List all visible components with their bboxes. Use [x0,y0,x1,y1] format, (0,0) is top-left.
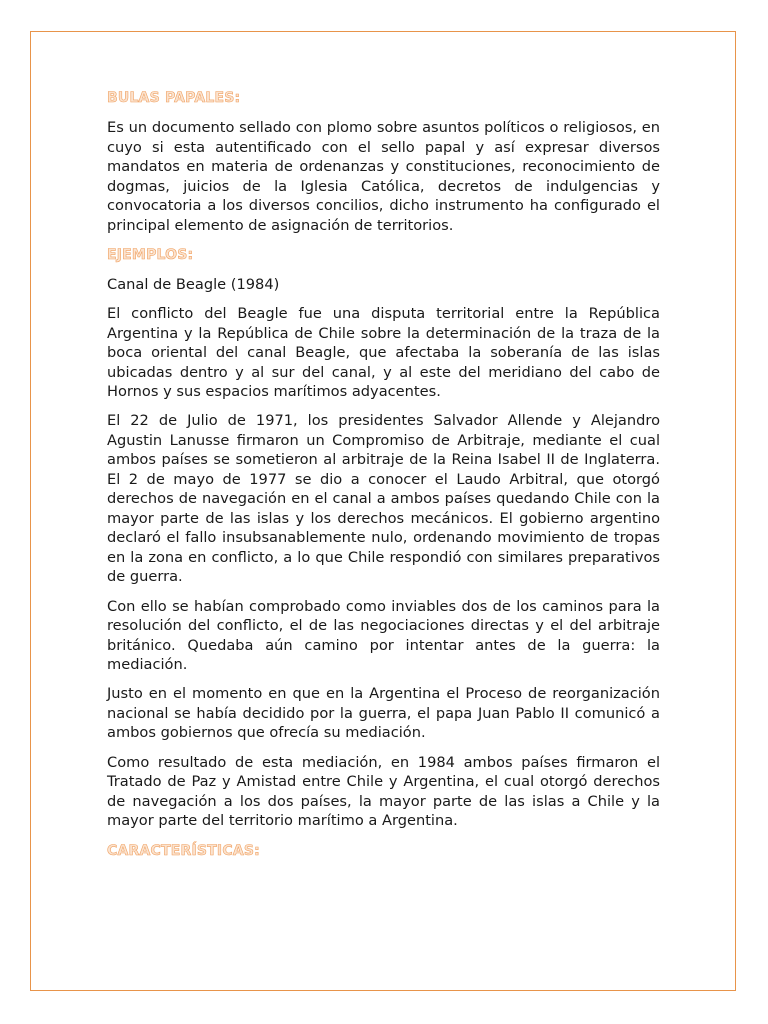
section-heading-bulas-papales: BULAS PAPALES: [107,90,241,106]
paragraph-papal-mediation: Justo en el momento en que en la Argentina el Proceso de reorganización nacional se había decidido por la guerra, el papa Juan Pablo II comunicó a ambos gobiernos que ofrecía su mediación. [107,685,660,742]
section-heading-ejemplos: EJEMPLOS: [107,246,194,263]
paragraph-beagle-conflict: El conflicto del Beagle fue una disputa territorial entre la República Argentina y la República de Chile sobre la determinación de la traza de la boca oriental del canal Beagle, que afectaba la soberanía de las islas ubicadas dentro y al sur del canal, y al este del meridiano del cabo de Hornos y sus espacios marítimos adyacentes. [107,305,660,401]
paragraph-example-title: Canal de Beagle (1984) [107,275,280,293]
section-heading-caracteristicas: CARACTERÍSTICAS: [107,842,260,859]
paragraph-inviable-paths: Con ello se habían comprobado como inviables dos de los caminos para la resolución del conflicto, el de las negociaciones directas y el del arbitraje británico. Quedaba aún camino por intentar antes de la guerra: la mediación. [107,597,660,674]
document-body [107,88,660,871]
paragraph-arbitration-1971: El 22 de Julio de 1971, los presidentes Salvador Allende y Alejandro Agustin Lanusse firmaron un Compromiso de Arbitraje, mediante el cual ambos países se sometieron al arbitraje de la Reina Isabel II de Inglaterra. El 2 de mayo de 1977 se dio a conocer el Laudo Arbitral, que otorgó derechos de navegación en el canal a ambos países quedando Chile con la mayor parte de las islas y los derechos mecánicos. El gobierno argentino declaró el fallo insubsanablemente nulo, ordenando movimiento de tropas en la zona en conflicto, a lo que Chile respondió con similares preparativos de guerra. [107,412,660,586]
paragraph-treaty-1984: Como resultado de esta mediación, en 1984 ambos países firmaron el Tratado de Paz y Amistad entre Chile y Argentina, el cual otorgó derechos de navegación a los dos países, la mayor parte de las islas a Chile y la mayor parte del territorio marítimo a Argentina. [107,753,660,830]
paragraph-bulas-definition: Es un documento sellado con plomo sobre asuntos políticos o religiosos, en cuyo si esta autentificado con el sello papal y así expresar diversos mandatos en materia de ordenanzas y constituciones, reconocimiento de dogmas, juicios de la Iglesia Católica, decretos de indulgencias y convocatoria a los diversos concilios, dicho instrumento ha configurado el principal elemento de asignación de territorios. [107,119,660,234]
